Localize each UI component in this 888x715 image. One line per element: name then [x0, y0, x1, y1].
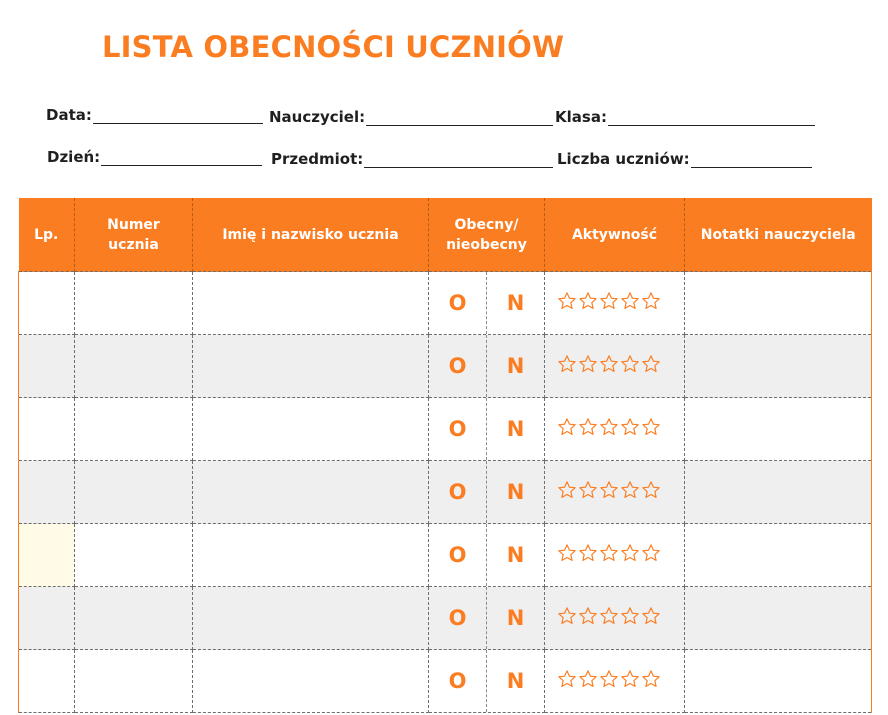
lp-cell[interactable] — [19, 524, 75, 587]
student-name-cell[interactable] — [193, 650, 429, 713]
student-name-cell[interactable] — [193, 272, 429, 335]
attendance-cell[interactable] — [429, 398, 545, 461]
star-icon[interactable] — [620, 606, 640, 631]
activity-cell[interactable] — [545, 398, 685, 461]
absent-mark[interactable]: N — [506, 417, 525, 441]
star-icon[interactable] — [599, 606, 619, 631]
teacher-line[interactable] — [366, 111, 553, 126]
activity-cell[interactable] — [545, 524, 685, 587]
day-line[interactable] — [101, 151, 262, 166]
student-number-cell[interactable] — [75, 335, 193, 398]
lp-cell[interactable] — [19, 461, 75, 524]
present-mark[interactable]: O — [429, 587, 487, 649]
student-number-cell[interactable] — [75, 272, 193, 335]
star-icon[interactable] — [599, 417, 619, 442]
student-number-cell[interactable] — [75, 461, 193, 524]
star-icon[interactable] — [557, 669, 577, 694]
absent-mark[interactable]: N — [506, 606, 525, 630]
star-icon[interactable] — [641, 354, 661, 379]
header-activity: Aktywność — [545, 198, 685, 272]
present-mark[interactable]: O — [429, 398, 487, 460]
date-field[interactable] — [46, 106, 263, 124]
star-icon[interactable] — [578, 354, 598, 379]
class-line[interactable] — [608, 111, 815, 126]
star-icon[interactable] — [578, 417, 598, 442]
star-icon[interactable] — [557, 291, 577, 316]
teacher-notes-cell[interactable] — [685, 650, 872, 713]
date-label: Data: — [46, 106, 92, 124]
star-icon[interactable] — [641, 606, 661, 631]
absent-mark[interactable]: N — [506, 354, 525, 378]
table-row — [19, 398, 872, 461]
absent-mark[interactable]: N — [506, 291, 525, 315]
lp-cell[interactable] — [19, 587, 75, 650]
star-icon[interactable] — [641, 543, 661, 568]
star-icon[interactable] — [557, 480, 577, 505]
star-icon[interactable] — [599, 480, 619, 505]
present-mark[interactable]: O — [429, 272, 487, 334]
student-name-cell[interactable] — [193, 398, 429, 461]
header-row — [19, 198, 872, 272]
attendance-cell[interactable] — [429, 461, 545, 524]
teacher-notes-cell[interactable] — [685, 461, 872, 524]
student-name-cell[interactable] — [193, 461, 429, 524]
table-row — [19, 461, 872, 524]
header-teacher-notes: Notatki nauczyciela — [685, 198, 872, 272]
present-mark[interactable]: O — [429, 335, 487, 397]
table-row — [19, 272, 872, 335]
activity-cell[interactable] — [545, 587, 685, 650]
student-name-cell[interactable] — [193, 587, 429, 650]
star-icon[interactable] — [599, 291, 619, 316]
star-icon[interactable] — [641, 417, 661, 442]
star-icon[interactable] — [557, 354, 577, 379]
student-count-field[interactable] — [557, 150, 812, 168]
lp-cell[interactable] — [19, 272, 75, 335]
star-icon[interactable] — [620, 543, 640, 568]
student-count-label: Liczba uczniów: — [557, 150, 690, 168]
teacher-notes-cell[interactable] — [685, 587, 872, 650]
star-icon[interactable] — [620, 417, 640, 442]
teacher-label: Nauczyciel: — [269, 108, 366, 126]
star-icon[interactable] — [641, 480, 661, 505]
class-label: Klasa: — [555, 108, 607, 126]
day-label: Dzień: — [47, 148, 101, 166]
teacher-notes-cell[interactable] — [685, 272, 872, 335]
star-icon[interactable] — [578, 480, 598, 505]
star-icon[interactable] — [620, 291, 640, 316]
attendance-table — [18, 198, 872, 713]
header-attendance — [429, 198, 545, 272]
subject-field[interactable] — [271, 150, 553, 168]
absent-mark[interactable]: N — [506, 480, 525, 504]
star-icon[interactable] — [620, 480, 640, 505]
absent-mark[interactable]: N — [506, 669, 525, 693]
subject-label: Przedmiot: — [271, 150, 364, 168]
header-lp: Lp. — [19, 198, 75, 272]
header-student-number-line1: Numer — [107, 216, 160, 233]
star-icon[interactable] — [641, 291, 661, 316]
star-icon[interactable] — [578, 543, 598, 568]
page-title: LISTA OBECNOŚCI UCZNIÓW — [102, 30, 565, 64]
header-student-name: Imię i nazwisko ucznia — [193, 198, 429, 272]
star-icon[interactable] — [599, 354, 619, 379]
table-row — [19, 650, 872, 713]
star-icon[interactable] — [557, 417, 577, 442]
star-icon[interactable] — [557, 543, 577, 568]
header-student-number-line2: ucznia — [108, 236, 159, 253]
student-number-cell[interactable] — [75, 398, 193, 461]
date-line[interactable] — [93, 109, 263, 124]
star-icon[interactable] — [578, 291, 598, 316]
lp-cell[interactable] — [19, 398, 75, 461]
star-icon[interactable] — [578, 669, 598, 694]
attendance-cell[interactable] — [429, 272, 545, 335]
present-mark[interactable]: O — [429, 650, 487, 712]
star-icon[interactable] — [557, 606, 577, 631]
activity-cell[interactable] — [545, 272, 685, 335]
attendance-cell[interactable] — [429, 335, 545, 398]
table-row — [19, 587, 872, 650]
teacher-notes-cell[interactable] — [685, 524, 872, 587]
student-name-cell[interactable] — [193, 524, 429, 587]
teacher-notes-cell[interactable] — [685, 398, 872, 461]
star-icon[interactable] — [599, 543, 619, 568]
subject-line[interactable] — [364, 153, 553, 168]
table-row — [19, 524, 872, 587]
lp-cell[interactable] — [19, 335, 75, 398]
star-icon[interactable] — [620, 669, 640, 694]
activity-cell[interactable] — [545, 650, 685, 713]
star-icon[interactable] — [578, 606, 598, 631]
day-field[interactable] — [47, 148, 262, 166]
activity-cell[interactable] — [545, 335, 685, 398]
student-number-cell[interactable] — [75, 650, 193, 713]
class-field[interactable] — [555, 108, 815, 126]
attendance-cell[interactable] — [429, 587, 545, 650]
attendance-cell[interactable] — [429, 524, 545, 587]
student-name-cell[interactable] — [193, 335, 429, 398]
lp-cell[interactable] — [19, 650, 75, 713]
teacher-notes-cell[interactable] — [685, 335, 872, 398]
present-mark[interactable]: O — [429, 524, 487, 586]
star-icon[interactable] — [641, 669, 661, 694]
absent-mark[interactable]: N — [506, 543, 525, 567]
student-count-line[interactable] — [691, 153, 812, 168]
student-number-cell[interactable] — [75, 524, 193, 587]
star-icon[interactable] — [620, 354, 640, 379]
teacher-field[interactable] — [269, 108, 553, 126]
star-icon[interactable] — [599, 669, 619, 694]
present-mark[interactable]: O — [429, 461, 487, 523]
header-attendance-line1: Obecny/ — [454, 216, 519, 233]
table-row — [19, 335, 872, 398]
header-attendance-line2: nieobecny — [446, 236, 527, 253]
activity-cell[interactable] — [545, 461, 685, 524]
header-student-number — [75, 198, 193, 272]
attendance-cell[interactable] — [429, 650, 545, 713]
student-number-cell[interactable] — [75, 587, 193, 650]
